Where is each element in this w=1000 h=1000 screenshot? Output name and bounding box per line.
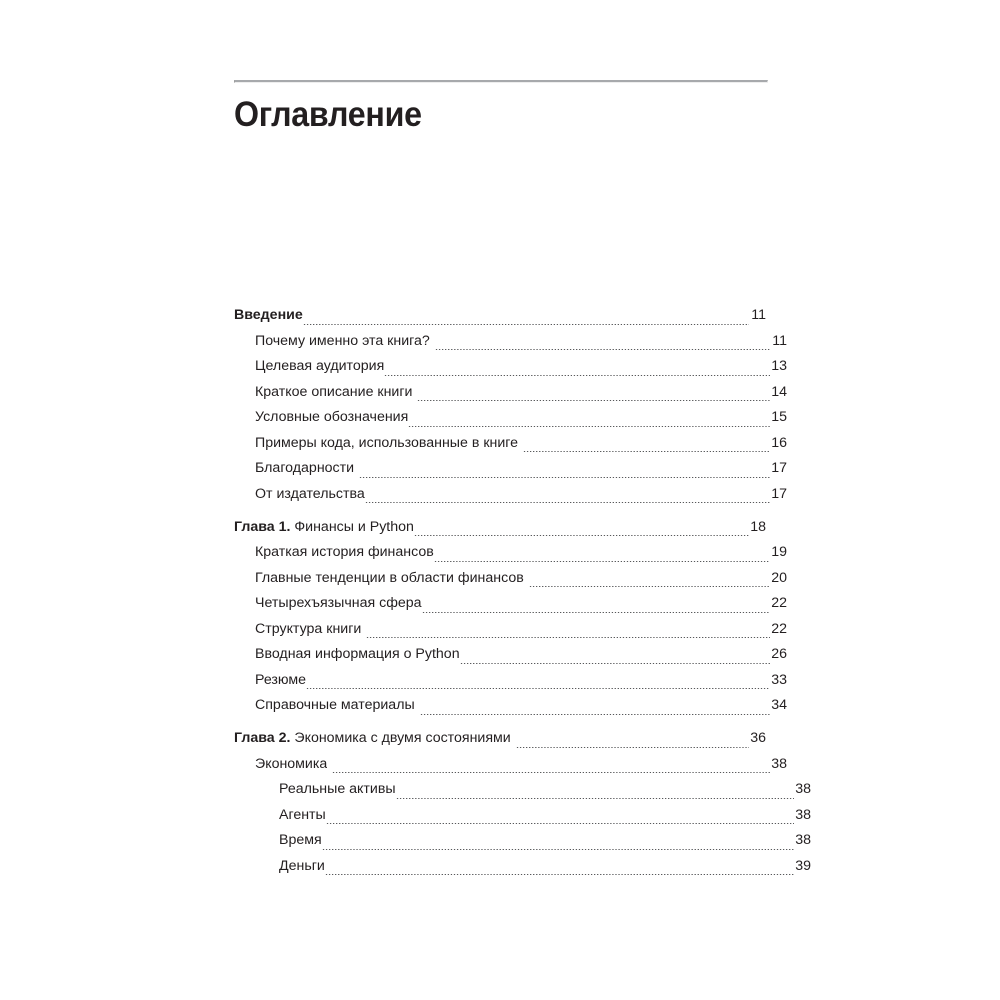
toc-dot-leader [516,747,749,748]
toc-page-number: 20 [771,569,787,586]
toc-entry-label: Введение [234,307,303,323]
toc-entry[interactable] [234,515,766,541]
toc-entry-label: От издательства [255,485,365,502]
toc-entry[interactable] [234,591,787,617]
toc-dot-leader [420,714,770,715]
toc-entry[interactable] [234,540,787,566]
toc-dot-leader [306,688,769,689]
page-header [234,80,766,134]
toc-entry[interactable] [234,642,787,668]
toc-dot-leader [326,823,794,824]
toc-dot-leader [434,561,770,562]
toc-entry-label [234,726,511,752]
toc-page-number: 33 [771,671,787,688]
toc-entry-label: Целевая аудитория [255,358,385,374]
toc-entry[interactable] [234,726,766,752]
toc-dot-leader [523,451,769,452]
toc-entry-label: Краткое описание книги [255,383,413,400]
toc-entry[interactable] [234,431,787,457]
toc-dot-leader [332,772,769,773]
toc-page-number: 11 [751,307,766,323]
toc-page-number: 38 [795,806,811,823]
toc-entry-label: Почему именно эта книга? [255,332,430,349]
toc-page-number: 22 [771,620,787,637]
toc-dot-leader [529,586,770,587]
toc-page-number: 36 [750,730,766,746]
toc-page-number: 39 [795,857,811,874]
toc-dot-leader [366,637,769,638]
toc-entry-label [234,515,414,541]
toc-entry-label: Экономика [255,755,328,772]
page-title: Оглавление [234,95,422,134]
toc-entry[interactable] [234,617,787,643]
toc-page-number: 17 [771,485,787,502]
toc-dot-leader [322,849,794,850]
toc-entry[interactable] [234,329,787,355]
toc-dot-leader [460,663,770,664]
toc-page-number: 38 [771,755,787,772]
toc-entry[interactable] [234,693,787,719]
toc-page-number: 38 [795,832,811,848]
toc-entry-label: Примеры кода, использованные в книге [255,434,519,451]
toc-dot-leader [435,349,770,350]
toc-page-number: 16 [771,434,787,451]
toc-dot-leader [414,535,749,536]
toc-page-number: 38 [795,781,811,797]
toc-dot-leader [303,324,749,325]
toc-entry-label: Справочные материалы [255,697,415,713]
toc-page-number: 11 [772,332,787,349]
toc-entry-label: Агенты [279,806,326,823]
toc-entry[interactable] [234,854,811,880]
toc-entry[interactable] [234,303,766,329]
toc-entry[interactable] [234,566,787,592]
toc-entry[interactable] [234,354,787,380]
toc-entry[interactable] [234,828,811,854]
toc-entry[interactable] [234,456,787,482]
toc-entry-label: Структура книги [255,620,362,637]
table-of-contents [234,303,811,879]
toc-dot-leader [325,874,794,875]
toc-dot-leader [396,798,794,799]
toc-page-number: 18 [750,518,766,535]
toc-page-number: 26 [771,646,787,662]
toc-page-number: 22 [771,595,787,611]
toc-entry[interactable] [234,405,787,431]
toc-dot-leader [417,400,769,401]
toc-entry-label: Главные тенденции в области финансов [255,569,524,586]
toc-dot-leader [422,612,770,613]
toc-entry[interactable] [234,752,787,778]
toc-entry[interactable] [234,380,787,406]
toc-entry[interactable] [234,803,811,829]
toc-entry-label: Благодарности [255,460,355,476]
toc-dot-leader [384,375,769,376]
toc-entry-label: Резюме [255,671,307,688]
toc-page-number: 17 [771,460,787,476]
toc-page-number: 14 [771,383,787,400]
toc-entry-label: Краткая история финансов [255,544,434,560]
toc-entry-label: Деньги [279,857,325,874]
toc-entry-label: Вводная информация о Python [255,646,460,662]
toc-page-number: 19 [771,544,787,560]
toc-page-number: 15 [771,409,787,425]
toc-page-number: 34 [771,697,787,713]
toc-entry[interactable] [234,777,811,803]
toc-entry[interactable] [234,482,787,508]
toc-chapter-title: Финансы и Python [290,518,414,535]
toc-chapter-number: Глава 2. [234,730,291,746]
toc-entry[interactable] [234,668,787,694]
toc-dot-leader [408,426,769,427]
toc-entry-label: Время [279,832,322,848]
toc-entry-label: Условные обозначения [255,409,409,425]
toc-page-number: 13 [771,358,787,374]
toc-chapter-number: Глава 1. [234,518,291,535]
toc-chapter-title: Экономика с двумя состояниями [290,730,511,746]
toc-entry-label: Четырехъязычная сфера [255,595,422,611]
toc-dot-leader [359,477,769,478]
toc-dot-leader [365,502,770,503]
toc-entry-label: Реальные активы [279,781,396,797]
